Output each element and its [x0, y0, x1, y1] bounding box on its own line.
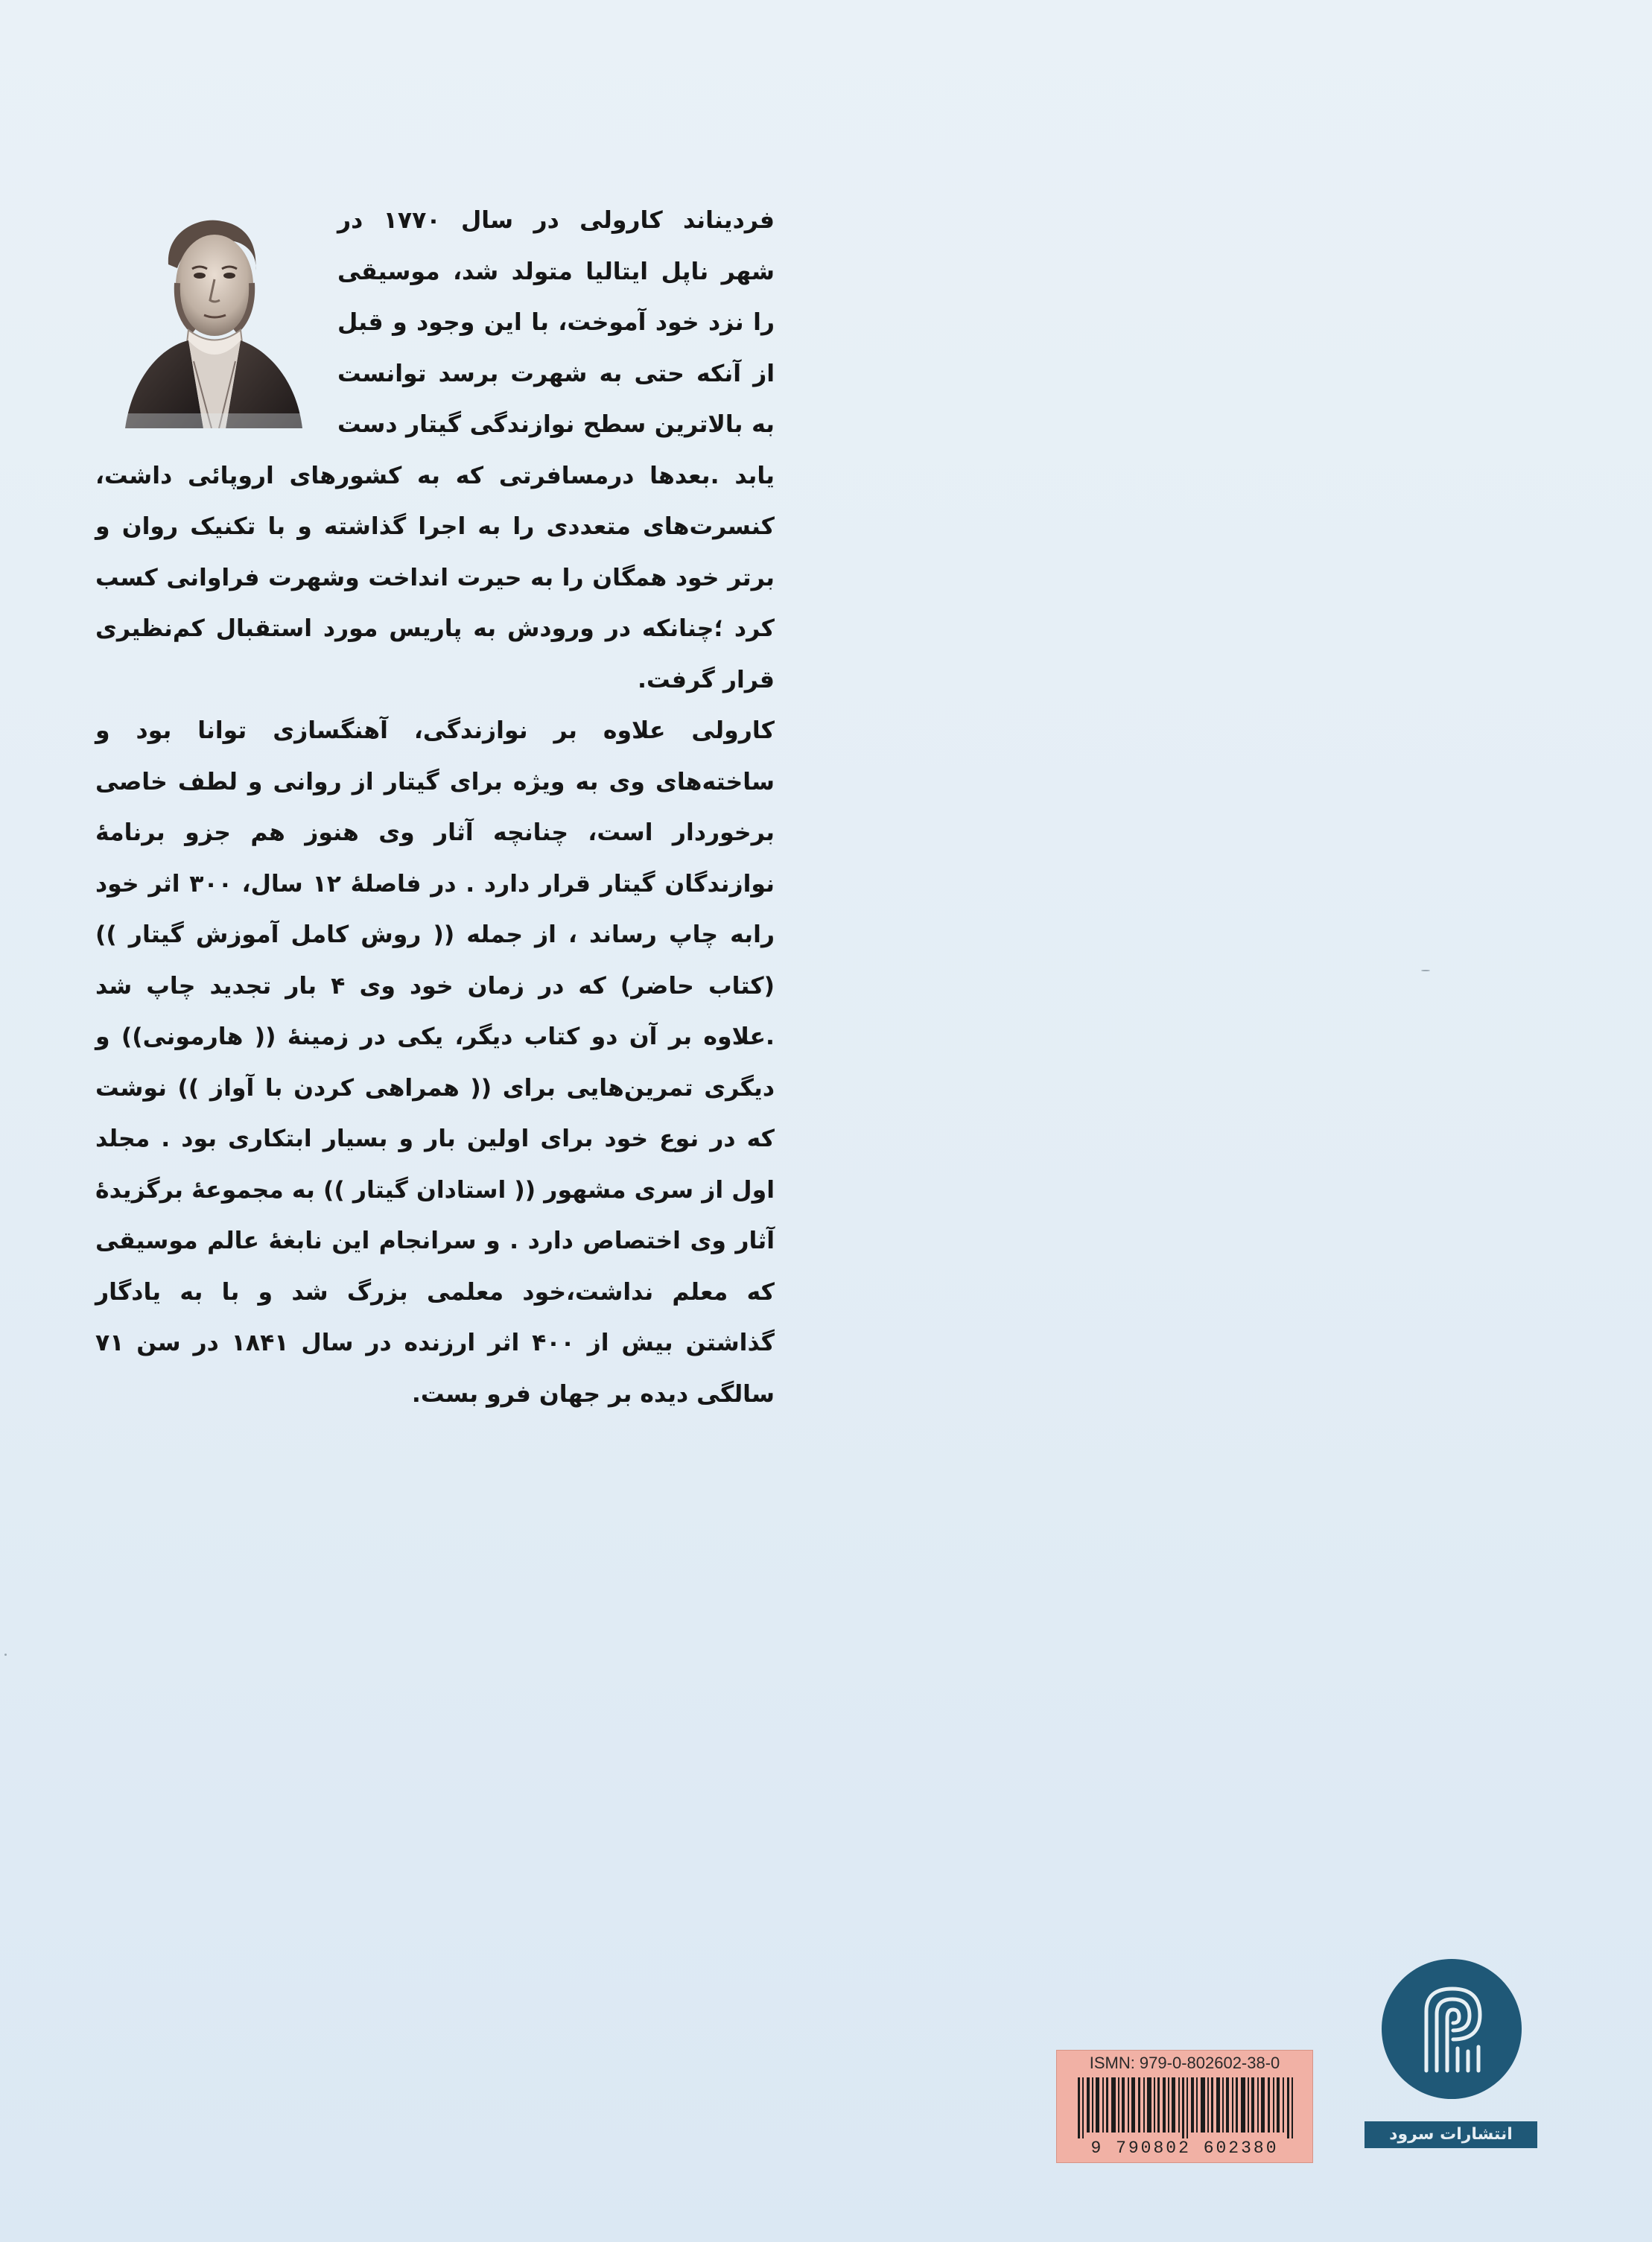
- barcode-label: [1056, 2050, 1313, 2163]
- biography-text: [95, 195, 775, 1420]
- speck: [4, 1654, 7, 1656]
- publisher-name: انتشارات سرود: [1365, 2121, 1537, 2148]
- biography-paragraph-1: فردیناند کارولی در سال ۱۷۷۰ در شهر ناپل ایتالیا متولد شد، موسیقی را نزد خود آموخت، با این وجود و قبل از آنکه حتی به شهرت برسد توانست به بالاترین سطح نوازندگی گیتار دست یابد .بعدها درمسافرتی که به کشورهای اروپائی داشت، کنسرت‌های متعددی را به اجرا گذاشته و با تکنیک روان و برتر خود همگان را به حیرت انداخت وشهرت فراوانی کسب کرد ؛چنانکه در ورودش به پاریس مورد استقبال کم‌نظیری قرار گرفت.: [95, 207, 775, 693]
- barcode-digits: 9 790802 602380: [1090, 2138, 1279, 2158]
- publisher-logo-icon: [1382, 1959, 1522, 2099]
- publisher-logo: [1382, 1959, 1522, 2099]
- barcode-icon: [1078, 2077, 1294, 2138]
- biography-paragraph-2: کارولی علاوه بر نوازندگی، آهنگسازی توانا بود و ساخته‌های وی به ویژه برای گیتار از روانی و لطف خاصی برخوردار است، چنانچه آثار وی هنوز هم جزو برنامهٔ نوازندگان گیتار قرار دارد . در فاصلهٔ ۱۲ سال، ۳۰۰ اثر خود رابه چاپ رساند ، از جمله (( روش کامل آموزش گیتار )) (کتاب حاضر) که در زمان خود وی ۴ بار تجدید چاپ شد .علاوه بر آن دو کتاب دیگر، یکی در زمینهٔ (( هارمونی)) و دیگری تمرین‌هایی برای (( همراهی کردن با آواز )) نوشت که در نوع خود برای اولین بار و بسیار ابتکاری بود . مجلد اول از سری مشهور (( استادان گیتار )) به مجموعهٔ برگزیدهٔ آثار وی اختصاص دارد . و سرانجام این نابغهٔ عالم موسیقی که معلم نداشت،خود معلمی بزرگ شد و با به یادگار گذاشتن بیش از ۴۰۰ اثر ارزنده در سال ۱۸۴۱ در سن ۷۱ سالگی دیده بر جهان فرو بست.: [95, 717, 775, 1408]
- isbn-text: ISMN: 979-0-802602-38-0: [1089, 2054, 1280, 2072]
- speck: [1421, 970, 1430, 971]
- portrait-wrap-space: [95, 203, 337, 448]
